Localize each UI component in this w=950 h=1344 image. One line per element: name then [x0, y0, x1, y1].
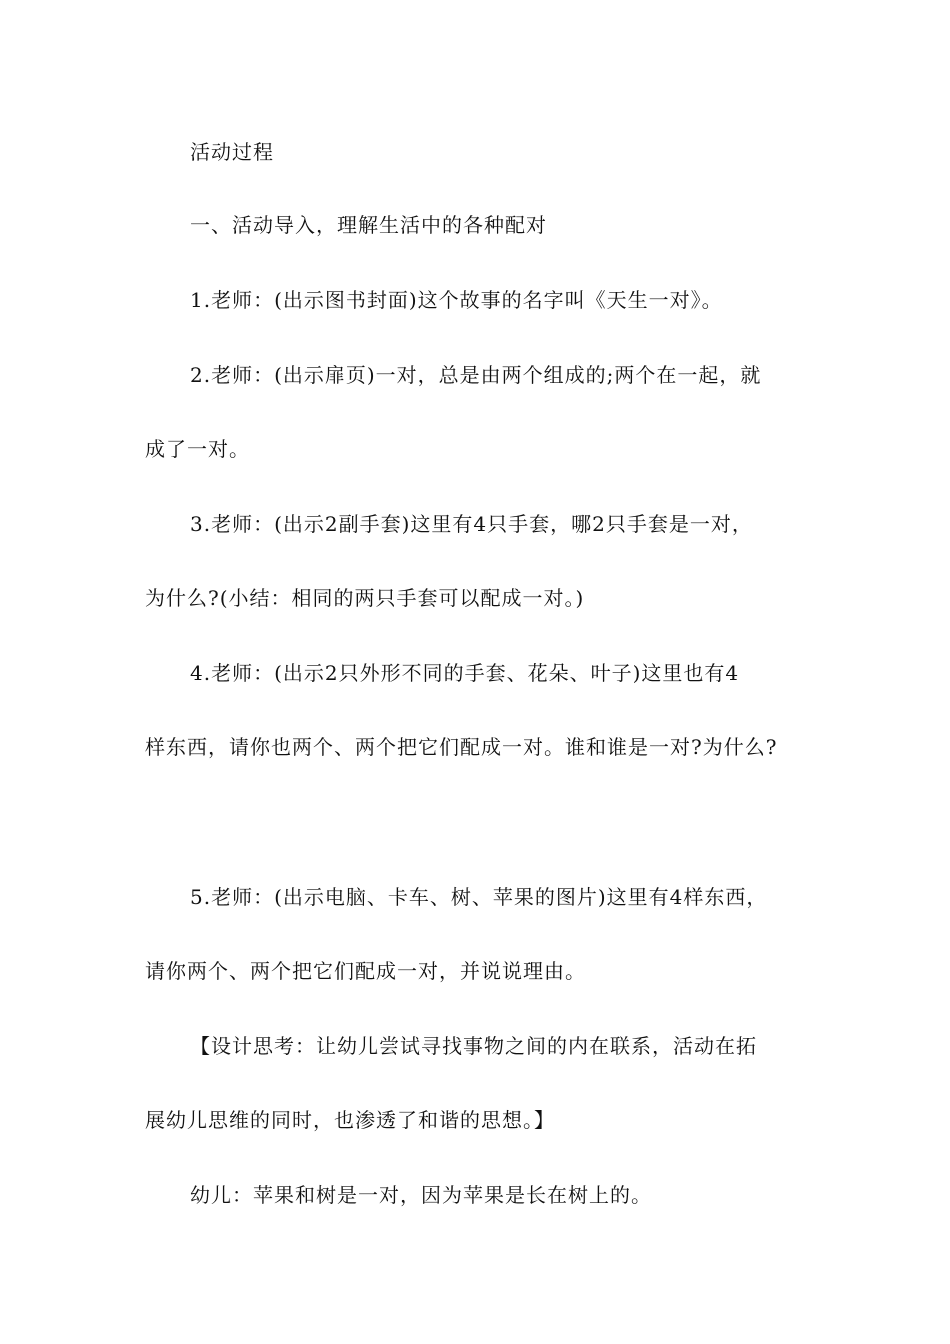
subsection-heading: 一、活动导入，理解生活中的各种配对 [190, 213, 547, 237]
design-note-line: 【设计思考：让幼儿尝试寻找事物之间的内在联系，活动在拓 [190, 1034, 757, 1058]
paragraph-line: 1.老师：(出示图书封面)这个故事的名字叫《天生一对》。 [190, 288, 723, 312]
paragraph-line: 5.老师：(出示电脑、卡车、树、苹果的图片)这里有4样东西， [190, 885, 768, 909]
paragraph-line: 4.老师：(出示2只外形不同的手套、花朵、叶子)这里也有4 [190, 661, 740, 685]
paragraph-line: 幼儿：苹果和树是一对，因为苹果是长在树上的。 [190, 1183, 652, 1207]
paragraph-line: 3.老师：(出示2副手套)这里有4只手套，哪2只手套是一对， [190, 512, 753, 536]
paragraph-line: 2.老师：(出示扉页)一对，总是由两个组成的;两个在一起，就 [190, 363, 762, 387]
paragraph-line: 成了一对。 [145, 437, 250, 461]
section-heading: 活动过程 [190, 140, 274, 164]
paragraph-line: 请你两个、两个把它们配成一对，并说说理由。 [145, 959, 586, 983]
paragraph-line: 为什么?(小结：相同的两只手套可以配成一对。) [145, 586, 585, 610]
paragraph-line: 样东西，请你也两个、两个把它们配成一对。谁和谁是一对?为什么? [145, 735, 778, 759]
design-note-line: 展幼儿思维的同时，也渗透了和谐的思想。】 [145, 1108, 555, 1132]
